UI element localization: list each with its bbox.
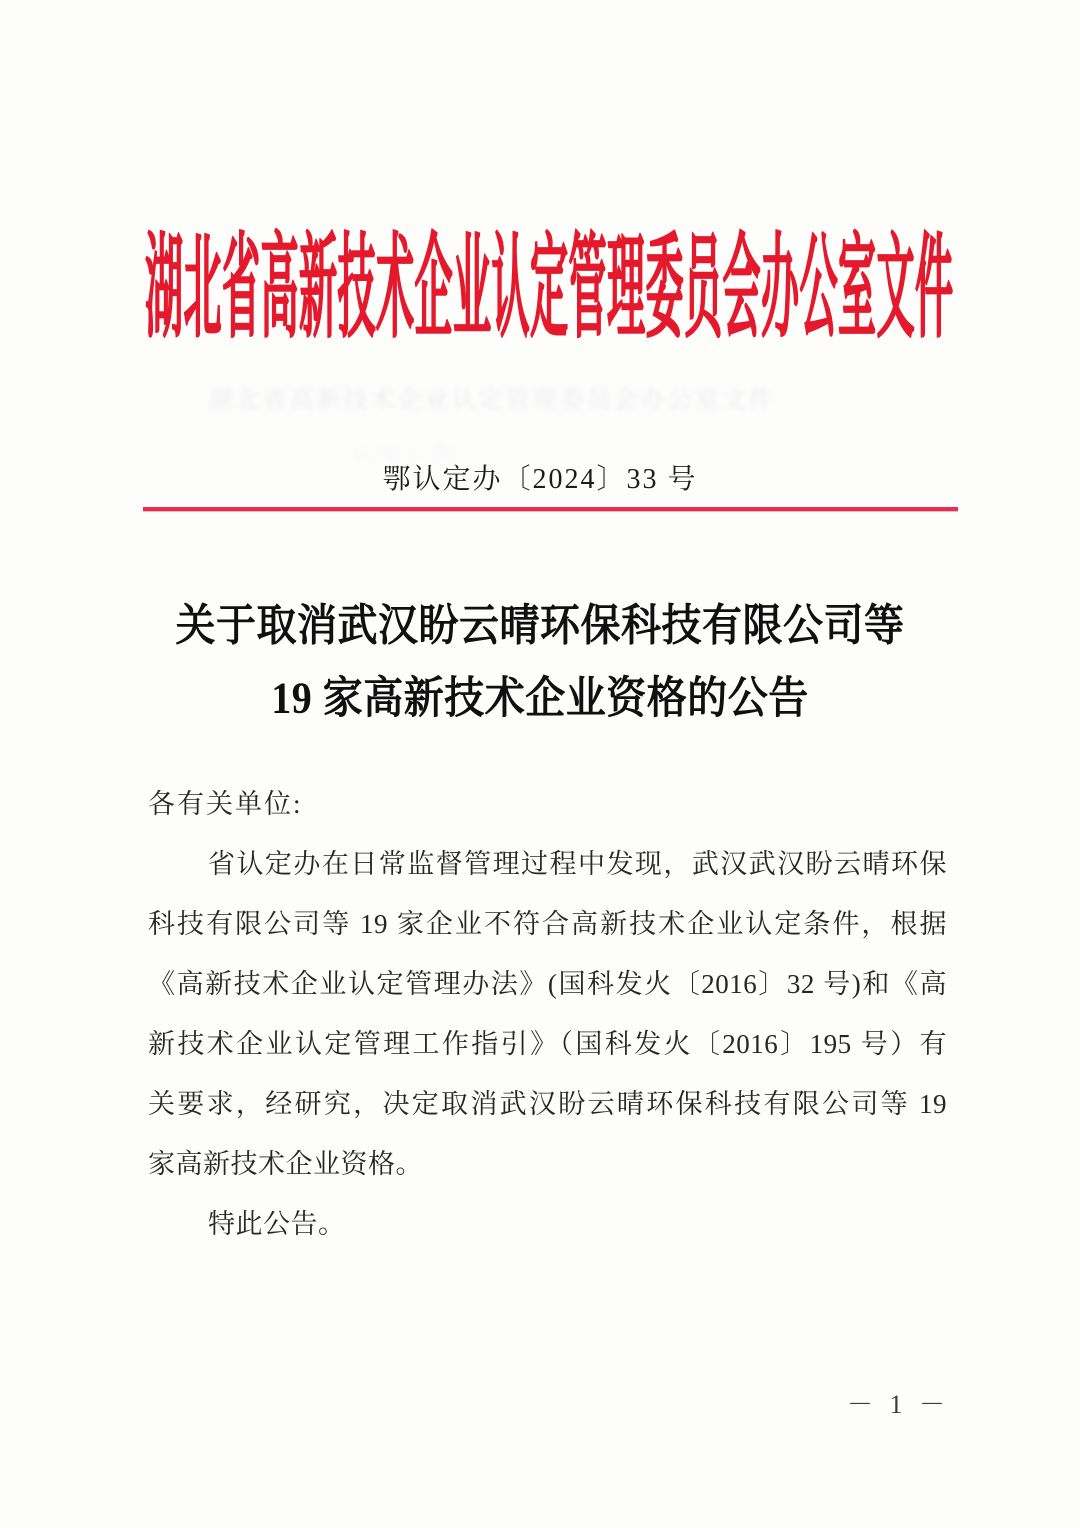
body-line: 家高新技术企业资格。 <box>148 1149 423 1179</box>
body-line: 关要求，经研究，决定取消武汉盼云晴环保科技有限公司等 19 <box>148 1089 947 1119</box>
document-reference-number: 鄂认定办〔2024〕33 号 <box>382 464 698 495</box>
document-title-line1: 关于取消武汉盼云晴环保科技有限公司等 <box>175 600 905 650</box>
salutation: 各有关单位: <box>148 789 303 819</box>
bleed-through-artifact-1: 湖北省高新技术企业认定管理委员会办公室文件 <box>208 387 776 414</box>
body-line: 新技术企业认定管理工作指引》（国科发火〔2016〕195 号）有 <box>148 1029 947 1059</box>
red-letterhead <box>0 228 1080 354</box>
body-line: 省认定办在日常监督管理过程中发现，武汉武汉盼云晴环保 <box>208 849 947 879</box>
document-title <box>0 589 1080 734</box>
bleed-through-artifact-2: 认定公告 <box>352 442 460 466</box>
closing-line: 特此公告。 <box>208 1209 346 1239</box>
document-title-line2: 19 家高新技术企业资格的公告 <box>271 673 809 723</box>
body-line: 科技有限公司等 19 家企业不符合高新技术企业认定条件，根据 <box>148 909 947 939</box>
body-line: 《高新技术企业认定管理办法》(国科发火〔2016〕32 号)和《高 <box>148 969 947 999</box>
page-number: － 1 － <box>846 1390 950 1419</box>
document-body <box>148 774 947 1254</box>
letterhead-title: 湖北省高新技术企业认定管理委员会办公室文件 <box>144 228 954 354</box>
letterhead-divider-line <box>143 507 958 511</box>
